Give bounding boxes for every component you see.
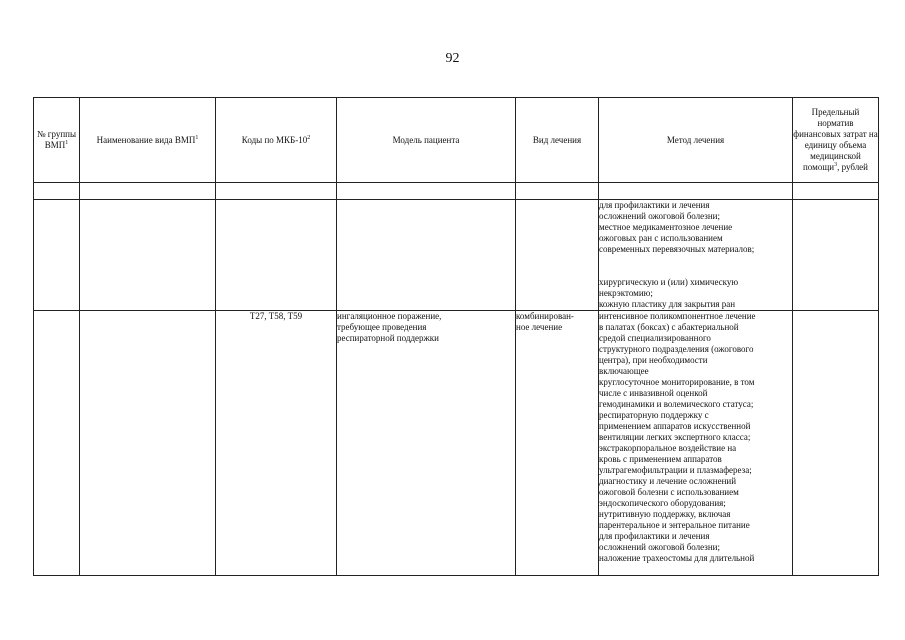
- text-line: требующее проведения: [337, 322, 427, 332]
- header-codes: Коды по МКБ-$10^2$: [216, 98, 337, 183]
- text-line: центра), при необходимости: [599, 355, 708, 365]
- text-line: средой специализированного: [599, 333, 711, 343]
- text-line: наложение трахеостомы для длительной: [599, 553, 755, 563]
- text-line: интенсивное поликомпонентное лечение: [599, 311, 756, 321]
- text-line: ное лечение: [516, 322, 563, 332]
- text-line: респираторную поддержку с: [599, 410, 709, 420]
- header-model: Модель пациента: [337, 98, 516, 183]
- text-line: эндоскопического оборудования;: [599, 498, 726, 508]
- table-row: [34, 200, 879, 311]
- text-line: круглосуточное мониторирование, в том: [599, 377, 755, 387]
- page-number: 92: [445, 51, 460, 66]
- text-line: включающее: [599, 366, 649, 376]
- method-lines-a: [599, 200, 792, 255]
- header-cost: Предельный норматив финансовых затрат на единицу объема медицинской помощи$^3$, рублей: [793, 98, 879, 183]
- header-type-name: Наименование вида ВМП$^1$: [80, 98, 216, 183]
- text-line: ожоговой болезни с использованием: [599, 487, 739, 497]
- text-line: ожоговых ран с использованием: [599, 233, 723, 243]
- text-line: хирургическую и (или) химическую: [599, 277, 739, 287]
- text-line: современных перевязочных материалов;: [599, 244, 755, 254]
- text-line: некрэктомию;: [599, 288, 653, 298]
- header-method: Метод лечения: [599, 98, 793, 183]
- text-line: местное медикаментозное лечение: [599, 222, 733, 232]
- text-line: структурного подразделения (ожогового: [599, 344, 754, 354]
- text-line: диагностику и лечение осложнений: [599, 476, 737, 486]
- method-cell: [599, 200, 793, 311]
- header-treatment-type: Вид лечения: [516, 98, 599, 183]
- text-line: ингаляционное поражение,: [337, 311, 442, 321]
- method-cell: [599, 311, 793, 576]
- header-group: № группы ВМП$^1$: [34, 98, 80, 183]
- table-row: [34, 311, 879, 576]
- text-line: экстракорпоральное воздействие на: [599, 443, 737, 453]
- text-line: нутритивную поддержку, включая: [599, 509, 731, 519]
- text-line: парентеральное и энтеральное питание: [599, 520, 750, 530]
- vmp-table: [33, 97, 879, 576]
- text-line: применением аппаратов искусственной: [599, 421, 751, 431]
- text-line: кожную пластику для закрытия ран: [599, 299, 736, 309]
- text-line: ультрагемофильтрации и плазмафереза;: [599, 465, 752, 475]
- text-line: респираторной поддержки: [337, 333, 439, 343]
- text-line: осложнений ожоговой болезни;: [599, 211, 720, 221]
- spacer-row: [34, 183, 879, 200]
- text-line: кровь с применением аппаратов: [599, 454, 722, 464]
- text-line: числе с инвазивной оценкой: [599, 388, 708, 398]
- header-row: [34, 98, 879, 183]
- text-line: осложнений ожоговой болезни;: [599, 542, 720, 552]
- model-cell: [337, 311, 516, 576]
- text-line: в палатах (боксах) с абактериальной: [599, 322, 739, 332]
- text-line: гемодинамики и волемического статуса;: [599, 399, 754, 409]
- treatment-type-cell: [516, 311, 599, 576]
- text-line: для профилактики и лечения: [599, 200, 710, 210]
- text-line: вентиляции легких экспертного класса;: [599, 432, 751, 442]
- text-line: комбинирован-: [516, 311, 574, 321]
- method-lines-b: [599, 277, 792, 310]
- codes-cell: T27, T58, T59: [216, 311, 337, 576]
- text-line: для профилактики и лечения: [599, 531, 710, 541]
